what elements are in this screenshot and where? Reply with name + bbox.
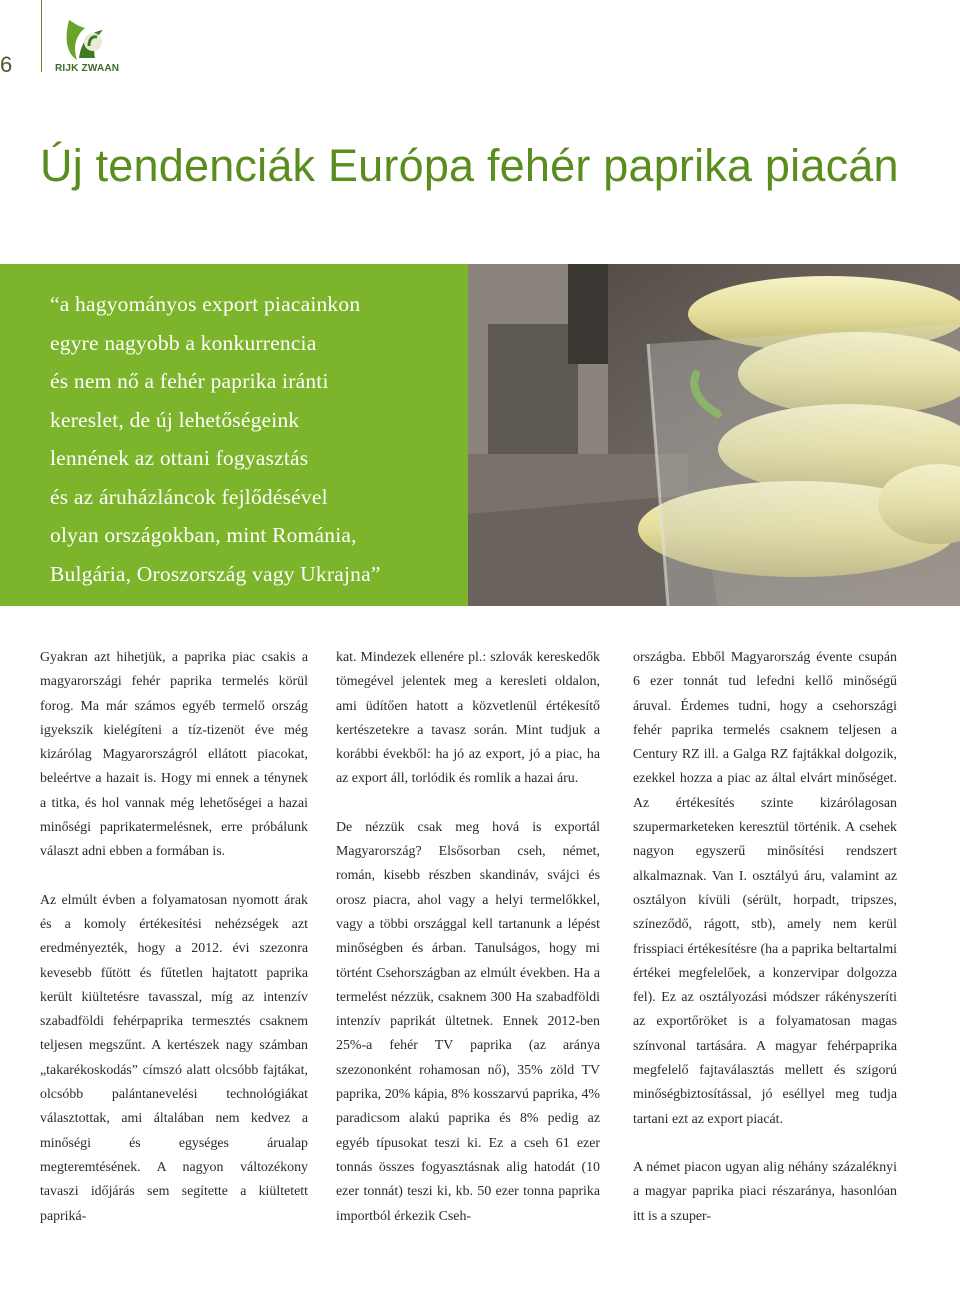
quote-line: egyre nagyobb a konkurrencia — [50, 330, 317, 355]
page-title: Új tendenciák Európa fehér paprika piacán — [40, 140, 899, 191]
article-column-1 — [40, 646, 308, 1253]
paragraph: A német piacon ugyan alig néhány százaléknyi a magyar paprika piaci részaránya, hasonlóan itt is a szuper- — [633, 1159, 897, 1224]
quote-line: “a hagyományos export piacainkon — [50, 292, 361, 316]
paragraph: kat. Mindezek ellenére pl.: szlovák kereskedők tömegével jelentek meg a keresleti oldalon, ami üdítően hatott a közvetlenül értékesítő kertészetekre a tavasz során. Mint tudjuk a korábbi évekből: ha jó az export, jó a piac, ha az export áll, torlódik és romlik a hazai áru. — [336, 650, 600, 787]
quote-line: Bulgária, Oroszország vagy Ukrajna” — [50, 561, 381, 586]
article-column-2 — [336, 646, 600, 1253]
pull-quote — [50, 285, 460, 593]
quote-line: és nem nő a fehér paprika iránti — [50, 369, 329, 393]
paragraph: Gyakran azt hihetjük, a paprika piac csakis a magyarországi fehér paprika termelés körül forog. Ma már számos egyéb termelő ország igyekszik kielégíteni a tíz-tizenöt éve még kizárólag Magyarországról ellátott piacokat, beleértve a hazait is. Hogy mi ennek a ténynek a titka, és hol vannak még lehetőségei a hazai minőségi paprikatermelésnek, erre próbálunk választ adni ebben a formában is. — [40, 650, 308, 860]
header-divider — [41, 0, 42, 72]
pepper-photo — [468, 264, 960, 606]
paragraph: országba. Ebből Magyarország évente csupán 6 ezer tonnát tud lefedni kellő minőségű áruval. Érdemes tudni, hogy a csehországi fehér paprika termelés csaknem teljesen a Century RZ ill. a Galga RZ fajtákkal dolgozik, ezekkel hozza a piac az által elvárt minőséget. Az értékesítés szinte kizárólagosan szupermarketeken keresztül történik. A csehek nagyon egyszerű minősítési rendszert alkalmaznak. Van I. osztályú áru, valamint az osztályon kívüli (sérült, horpadt, tripszes, színeződő, rágott, stb), amely nem kerül frisspiaci értékesítésre (ha a paprika beltartalmi értékei megfelelőek, a konzervipar dolgozza fel). Ez az osztályozási módszer rákényszeríti az exportőröket is a folyamatosan magas színvonal tartására. A magyar fehérpaprika megfelelő fajtaválasztás mellett és szigorú minőségbiztosítással, jó eséllyel meg tudja tartani ezt az export piacát. — [633, 650, 897, 1127]
paragraph: De nézzük csak meg hová is exportál Magyarország? Elsősorban cseh, német, román, kisebb részben skandináv, svájci és orosz piacra, ahol vagy a helyi termelőkkel, vagy a többi országgal kell tartanunk a lépést minőségben és árban. Tanulságos, hogy mi történt Csehországban az elmúlt években. Ha a termelést nézzük, csaknem 300 Ha szabadföldi intenzív paprikát ültetnek. Ennek 2012-ben 25%-a fehér TV paprika (az aránya szezononként rohamosan nő), 35% zöld TV paprika, 20% kápia, 8% kosszarvú paprika, 4% paradicsom alakú paprika és 8% pedig az egyéb típusokat teszi ki. Ez a cseh 61 ezer tonnás összes fogyasztásnak alig hatodát (10 ezer tonnát) teszi ki, kb. 50 ezer tonna paprika importból érkezik Cseh- — [336, 819, 600, 1224]
quote-line: kereslet, de új lehetőségeink — [50, 407, 300, 432]
page-number: 6 — [0, 52, 13, 77]
quote-line: lennének az ottani fogyasztás — [50, 446, 309, 470]
article-column-3 — [633, 646, 897, 1253]
logo-text: RIJK ZWAAN — [55, 63, 120, 74]
quote-line: olyan országokban, mint Románia, — [50, 523, 357, 547]
quote-line: és az áruházláncok fejlődésével — [50, 484, 328, 509]
paragraph: Az elmúlt évben a folyamatosan nyomott árak és a komoly értékesítési nehézségek azt eredményezték, hogy a 2012. évi szezonra kevesebb fűtött és fűtetlen hajtatott paprika került kiültetésre tavasszal, míg az intenzív szabadföldi fehérpaprika termesztés csaknem teljesen megszűnt. A kertészek nagy számban „takarékoskodás” címszó alatt olcsóbb fajtákat, olcsóbb palántanevelési technológiákat választottak, ami általában nem kedvez a minőségi és egységes árualap megteremtésének. A nagyon változékony tavaszi időjárás sem segítette a kiültetett papriká- — [40, 892, 308, 1224]
